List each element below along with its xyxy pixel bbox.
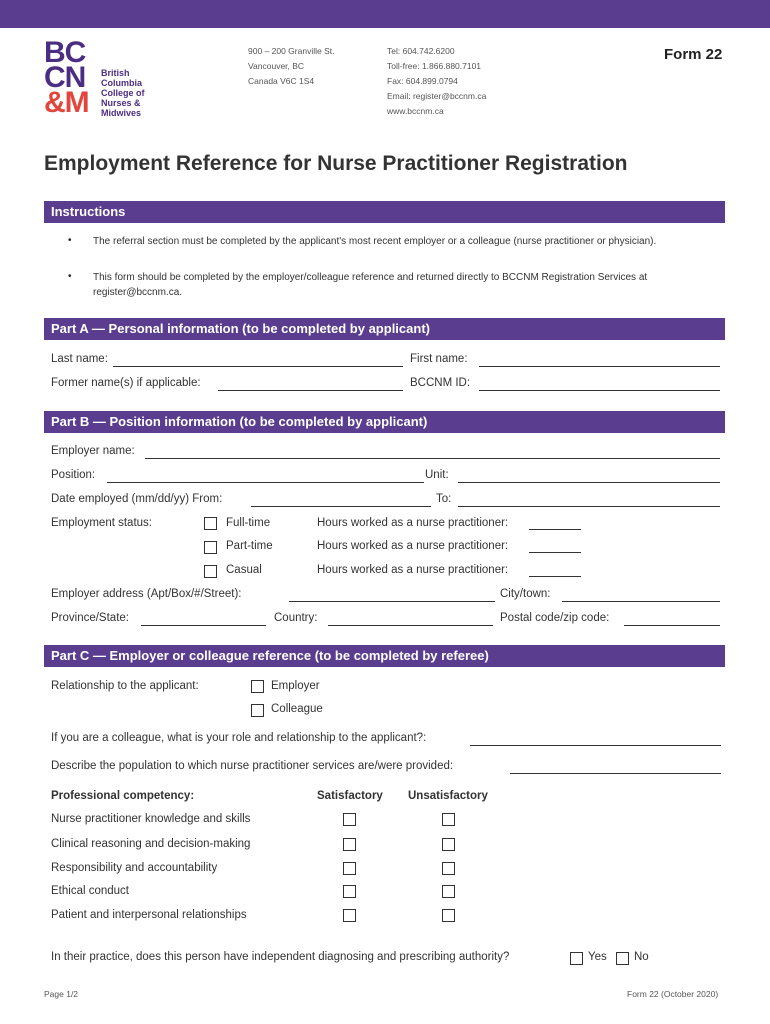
date-to-label: To:	[436, 493, 452, 505]
population-field[interactable]	[510, 773, 721, 774]
logo-text-line: College of	[101, 88, 145, 98]
logo-text-line: Nurses &	[101, 98, 141, 108]
part-a-heading: Part A — Personal information (to be completed by applicant)	[44, 318, 725, 340]
website: www.bccnm.ca	[387, 106, 444, 116]
bccnm-logo	[44, 36, 102, 119]
contact-block	[387, 44, 486, 119]
position-label: Position:	[51, 469, 96, 481]
part-c-heading: Part C — Employer or colleague reference (to be completed by referee)	[44, 645, 725, 667]
fax: Fax: 604.899.0794	[387, 76, 458, 86]
postal-field[interactable]	[624, 625, 720, 626]
former-names-label: Former name(s) if applicable:	[51, 377, 201, 389]
instruction-item: The referral section must be completed by the applicant's most recent employer or a colleague (nurse practitioner or physician).	[93, 236, 657, 247]
email: Email: register@bccnm.ca	[387, 91, 487, 101]
yes-label: Yes	[588, 951, 607, 963]
logo-line-2: CN	[44, 61, 86, 94]
competency-item: Patient and interpersonal relationships	[51, 909, 247, 921]
satisfactory-checkbox[interactable]	[343, 838, 356, 851]
casual-checkbox[interactable]	[204, 565, 217, 578]
unsatisfactory-checkbox[interactable]	[442, 838, 455, 851]
phone: Tel: 604.742.6200	[387, 46, 455, 56]
population-label: Describe the population to which nurse practitioner services are/were provided:	[51, 760, 454, 772]
city-label: City/town:	[500, 588, 551, 600]
logo-text-line: British	[101, 68, 130, 78]
last-name-field[interactable]	[113, 366, 403, 367]
last-name-label: Last name:	[51, 353, 108, 365]
satisfactory-checkbox[interactable]	[343, 885, 356, 898]
unsatisfactory-checkbox[interactable]	[442, 813, 455, 826]
unit-field[interactable]	[458, 482, 720, 483]
postal-label: Postal code/zip code:	[500, 612, 610, 624]
satisfactory-column: Satisfactory	[317, 790, 383, 802]
employer-address-field[interactable]	[289, 601, 495, 602]
unsatisfactory-checkbox[interactable]	[442, 885, 455, 898]
logo-line-3: &M	[44, 86, 89, 119]
colleague-option-label: Colleague	[271, 703, 323, 715]
form-date: Form 22 (October 2020)	[627, 989, 719, 999]
city-field[interactable]	[562, 601, 720, 602]
toll-free: Toll-free: 1.866.880.7101	[387, 61, 482, 71]
bccnm-id-label: BCCNM ID:	[410, 377, 471, 389]
employer-address-label: Employer address (Apt/Box/#/Street):	[51, 588, 242, 600]
competency-item: Ethical conduct	[51, 885, 129, 897]
unsatisfactory-column: Unsatisfactory	[408, 790, 488, 802]
no-checkbox[interactable]	[616, 952, 629, 965]
instruction-item: This form should be completed by the employer/colleague reference and returned directly to BCCNM Registration Services at register@bccnm.ca.	[93, 272, 648, 298]
former-names-field[interactable]	[218, 390, 403, 391]
part-b-heading: Part B — Position information (to be completed by applicant)	[44, 411, 725, 433]
logo-text-line: Midwives	[101, 108, 142, 118]
address-line: 900 – 200 Granville St.	[248, 46, 335, 56]
bccnm-id-field[interactable]	[479, 390, 720, 391]
unit-label: Unit:	[425, 469, 449, 481]
employer-option-label: Employer	[271, 680, 320, 692]
position-field[interactable]	[107, 482, 424, 483]
colleague-role-label: If you are a colleague, what is your role and relationship to the applicant?:	[51, 732, 427, 744]
casual-label: Casual	[226, 564, 262, 576]
form-number: Form 22	[664, 46, 723, 63]
full-time-label: Full-time	[226, 517, 271, 529]
bullet: •	[68, 235, 72, 246]
page-number: Page 1/2	[44, 989, 79, 999]
yes-checkbox[interactable]	[570, 952, 583, 965]
satisfactory-checkbox[interactable]	[343, 813, 356, 826]
employer-name-label: Employer name:	[51, 445, 135, 457]
hours-full-time-field[interactable]	[529, 529, 581, 530]
hours-label: Hours worked as a nurse practitioner:	[317, 517, 509, 529]
address-line: Vancouver, BC	[248, 61, 305, 71]
first-name-field[interactable]	[479, 366, 720, 367]
date-from-label: Date employed (mm/dd/yy) From:	[51, 493, 223, 505]
date-to-field[interactable]	[458, 506, 720, 507]
employer-checkbox[interactable]	[251, 680, 264, 693]
first-name-label: First name:	[410, 353, 468, 365]
address-line: Canada V6C 1S4	[248, 76, 315, 86]
competency-item: Responsibility and accountability	[51, 862, 218, 874]
authority-question: In their practice, does this person have independent diagnosing and prescribing authority?	[51, 951, 510, 963]
hours-part-time-field[interactable]	[529, 552, 581, 553]
instructions-heading: Instructions	[44, 201, 725, 223]
province-field[interactable]	[141, 625, 266, 626]
full-time-checkbox[interactable]	[204, 517, 217, 530]
unsatisfactory-checkbox[interactable]	[442, 909, 455, 922]
competency-item: Clinical reasoning and decision-making	[51, 838, 251, 850]
logo-text-line: Columbia	[101, 78, 143, 88]
page-title: Employment Reference for Nurse Practitioner Registration	[44, 152, 628, 175]
satisfactory-checkbox[interactable]	[343, 862, 356, 875]
competency-item: Nurse practitioner knowledge and skills	[51, 813, 251, 825]
province-label: Province/State:	[51, 612, 129, 624]
unsatisfactory-checkbox[interactable]	[442, 862, 455, 875]
part-time-label: Part-time	[226, 540, 273, 552]
bullet: •	[68, 271, 72, 282]
employment-status-label: Employment status:	[51, 517, 152, 529]
logo-wordmark	[101, 68, 145, 118]
country-field[interactable]	[328, 625, 493, 626]
date-from-field[interactable]	[251, 506, 431, 507]
hours-label: Hours worked as a nurse practitioner:	[317, 540, 509, 552]
satisfactory-checkbox[interactable]	[343, 909, 356, 922]
competency-heading: Professional competency:	[51, 790, 195, 802]
hours-label: Hours worked as a nurse practitioner:	[317, 564, 509, 576]
colleague-checkbox[interactable]	[251, 704, 264, 717]
address-block	[248, 44, 334, 89]
relationship-label: Relationship to the applicant:	[51, 680, 199, 692]
colleague-role-field[interactable]	[470, 745, 721, 746]
logo-line-1: BC	[44, 36, 86, 69]
part-time-checkbox[interactable]	[204, 541, 217, 554]
top-banner	[0, 0, 770, 28]
no-label: No	[634, 951, 649, 963]
employer-name-field[interactable]	[145, 458, 720, 459]
country-label: Country:	[274, 612, 318, 624]
hours-casual-field[interactable]	[529, 576, 581, 577]
